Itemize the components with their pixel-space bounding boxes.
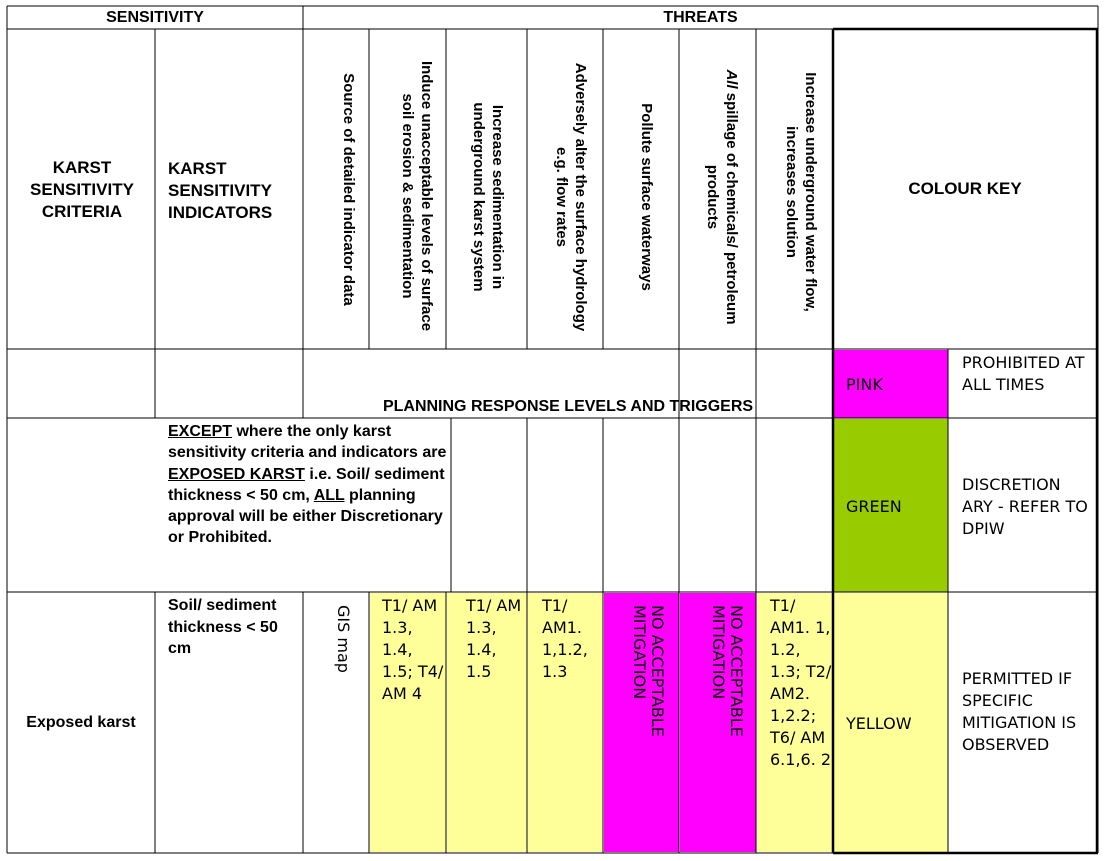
- cell-threat3: T1/ AM1. 1,1.2, 1.3: [542, 596, 588, 681]
- row-indicator: Soil/ sediment thickness < 50 cm: [168, 597, 278, 657]
- col-threat2: Increase sedimentation in underground karst system: [470, 102, 506, 292]
- cell-threat2: T1/ AM 1.3, 1.4, 1.5: [466, 596, 522, 681]
- except-text-3: planning approval will be either Discretionary or Prohibited.: [168, 486, 443, 547]
- col-colour-key: COLOUR KEY: [908, 179, 1022, 198]
- cell-threat4: NO ACCEPTABLE MITIGATION: [630, 605, 667, 737]
- row-source: GIS map: [334, 605, 353, 673]
- key-yellow-label: YELLOW: [846, 714, 912, 733]
- key-yellow-meaning: PERMITTED IF SPECIFIC MITIGATION IS OBSERVED: [962, 669, 1077, 754]
- except-keyword: EXCEPT: [168, 423, 233, 440]
- except-note: [168, 421, 448, 549]
- col-threat5-all: All: [723, 69, 740, 89]
- col-threat6: Increase underground water flow, increases solution: [783, 72, 819, 312]
- col-threat4: Pollute surface waterways: [638, 103, 655, 291]
- header-threats: THREATS: [663, 8, 738, 26]
- except-text-1: where the only karst sensitivity criteria and indicators are: [168, 423, 447, 462]
- exposed-karst-keyword: EXPOSED KARST: [168, 465, 305, 483]
- except-text-2: i.e. Soil/ sediment thickness < 50 cm,: [168, 465, 445, 504]
- col-source: Source of detailed indicator data: [340, 73, 357, 306]
- key-pink-meaning: PROHIBITED AT ALL TIMES: [962, 353, 1085, 394]
- cell-threat5: NO ACCEPTABLE MITIGATION: [709, 605, 746, 737]
- row-criteria: Exposed karst: [26, 713, 136, 731]
- cell-threat6: T1/ AM1. 1, 1.2, 1.3; T2/ AM2. 1,2.2; T6/ AM 6.1,6. 2: [770, 596, 832, 769]
- col-threat1: Induce unacceptable levels of surface soil erosion & sedimentation: [399, 60, 435, 332]
- planning-response-label: PLANNING RESPONSE LEVELS AND TRIGGERS: [382, 398, 754, 415]
- col-threat5-rest: spillage of chemicals/ petroleum products: [704, 88, 740, 325]
- col-threat5: [703, 62, 741, 332]
- key-green-label: GREEN: [846, 497, 902, 516]
- col-threat3: Adversely alter the surface hydrology e.g. flow rates: [553, 62, 589, 332]
- col-criteria: KARST SENSITIVITY CRITERIA: [30, 158, 134, 221]
- key-green-meaning: DISCRETION ARY - REFER TO DPIW: [962, 475, 1088, 538]
- all-keyword: ALL: [313, 486, 345, 504]
- key-pink-label: PINK: [846, 375, 883, 394]
- cell-threat1: T1/ AM 1.3, 1.4, 1.5; T4/ AM 4: [382, 596, 444, 703]
- header-sensitivity: SENSITIVITY: [106, 8, 204, 26]
- col-indicators: KARST SENSITIVITY INDICATORS: [168, 159, 273, 222]
